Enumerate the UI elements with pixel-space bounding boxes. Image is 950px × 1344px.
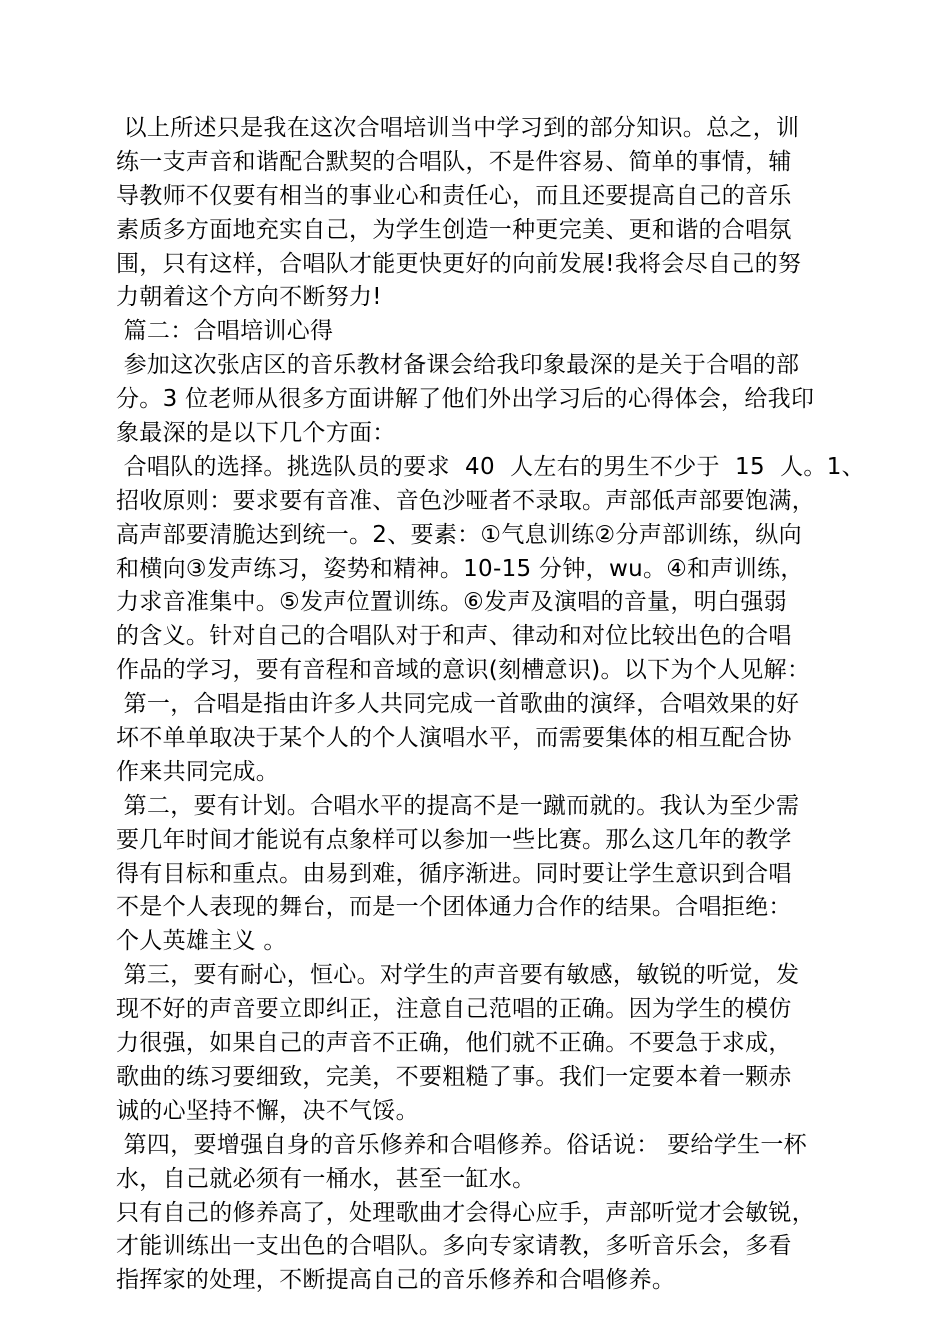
text-line: 合唱队的选择。挑选队员的要求 40 人左右的男生不少于 15 人。1、: [116, 453, 865, 480]
text-line: 第一，合唱是指由许多人共同完成一首歌曲的演绎，合唱效果的好: [116, 691, 800, 718]
text-line: 诚的心坚持不懈，决不气馁。: [116, 1097, 419, 1124]
text-line: 力求音准集中。⑤发声位置训练。⑥发声及演唱的音量，明白强弱: [116, 589, 787, 616]
text-line: 歌曲的练习要细致，完美，不要粗糙了事。我们一定要本着一颗赤: [116, 1063, 792, 1090]
text-line: 水，自己就必须有一桶水，甚至一缸水。: [116, 1165, 536, 1192]
text-line: 围，只有这样，合唱队才能更快更好的向前发展!我将会尽自己的努: [116, 250, 802, 277]
text-line: 得有目标和重点。由易到难，循序渐进。同时要让学生意识到合唱: [116, 860, 792, 887]
text-line: 才能训练出一支出色的合唱队。多向专家请教，多听音乐会，多看: [116, 1233, 792, 1260]
text-line: 作品的学习，要有音程和音域的意识(刻槽意识)。以下为个人见解：: [116, 657, 811, 684]
text-line: 作来共同完成。: [116, 758, 280, 785]
text-line: 以上所述只是我在这次合唱培训当中学习到的部分知识。总之，训: [116, 115, 800, 141]
text-line: 第四，要增强自身的音乐修养和合唱修养。俗话说： 要给学生一杯: [116, 1131, 807, 1158]
text-line: 只有自己的修养高了，处理歌曲才会得心应手，声部听觉才会敏锐，: [116, 1199, 815, 1226]
text-line: 个人英雄主义 。: [116, 928, 287, 955]
text-line: 第二，要有计划。合唱水平的提高不是一蹴而就的。我认为至少需: [116, 792, 800, 819]
text-line: 的含义。针对自己的合唱队对于和声、律动和对位比较出色的合唱: [116, 623, 792, 650]
text-line: 第三，要有耐心，恒心。对学生的声音要有敏感，敏锐的听觉，发: [116, 962, 800, 989]
document-body: [116, 112, 865, 1298]
text-line: 高声部要清脆达到统一。2、要素：①气息训练②分声部训练，纵向: [116, 521, 802, 548]
text-line: 不是个人表现的舞台，而是一个团体通力合作的结果。合唱拒绝：: [116, 894, 792, 921]
text-line: 象最深的是以下几个方面：: [116, 420, 396, 447]
text-line: 力很强，如果自己的声音不正确，他们就不正确。不要急于求成，: [116, 1030, 792, 1057]
text-line: 现不好的声音要立即纠正，注意自己范唱的正确。因为学生的模仿: [116, 996, 792, 1023]
text-line: 力朝着这个方向不断努力!: [116, 284, 382, 311]
section-heading: 篇二：合唱培训心得: [116, 318, 334, 345]
text-line: 练一支声音和谐配合默契的合唱队，不是件容易、简单的事情，辅: [116, 148, 792, 175]
text-line: 要几年时间才能说有点象样可以参加一些比赛。那么这几年的教学: [116, 826, 792, 853]
text-line: 坏不单单取决于某个人的个人演唱水平，而需要集体的相互配合协: [116, 725, 792, 752]
text-line: 导教师不仅要有相当的事业心和责任心，而且还要提高自己的音乐: [116, 182, 792, 209]
text-line: 指挥家的处理，不断提高自己的音乐修养和合唱修养。: [116, 1267, 676, 1294]
text-line: 参加这次张店区的音乐教材备课会给我印象最深的是关于合唱的部: [116, 352, 800, 379]
text-line: 素质多方面地充实自己，为学生创造一种更完美、更和谐的合唱氛: [116, 216, 792, 243]
text-line: 招收原则：要求要有音准、音色沙哑者不录取。声部低声部要饱满，: [116, 487, 815, 514]
text-line: 分。3 位老师从很多方面讲解了他们外出学习后的心得体会，给我印: [116, 386, 815, 413]
text-line: 和横向③发声练习，姿势和精神。10-15 分钟，wu。④和声训练，: [116, 555, 804, 582]
